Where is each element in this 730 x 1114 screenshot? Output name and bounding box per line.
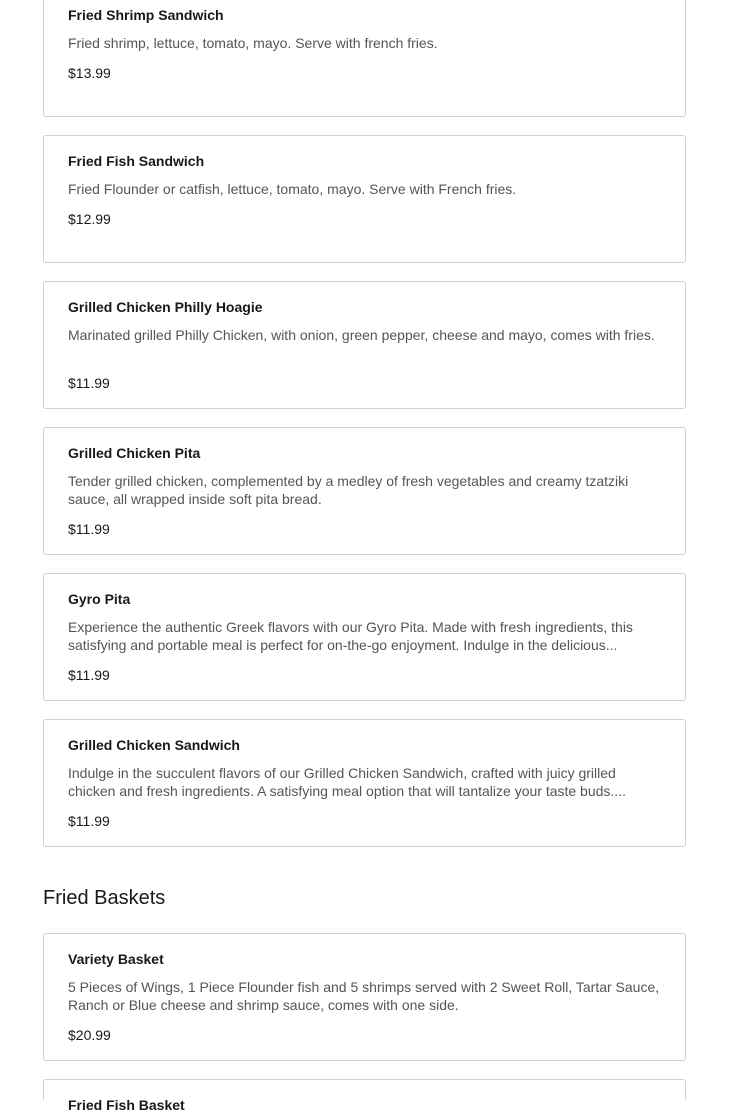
menu-item-card[interactable] <box>43 573 686 701</box>
menu-item-name: Grilled Chicken Pita <box>68 445 201 461</box>
menu-item-price: $20.99 <box>68 1027 111 1043</box>
menu-item-description: Indulge in the succulent flavors of our Grilled Chicken Sandwich, crafted with juicy grilled chicken and fresh ingredients. A satisfying meal option that will tantalize your taste buds.... <box>68 765 626 799</box>
menu-item-card[interactable] <box>43 281 686 409</box>
menu-item-card[interactable] <box>43 0 686 117</box>
menu-item-description: Fried shrimp, lettuce, tomato, mayo. Serve with french fries. <box>68 35 438 51</box>
menu-item-card[interactable] <box>43 933 686 1061</box>
menu-item-name: Grilled Chicken Philly Hoagie <box>68 299 263 315</box>
menu-item-name: Fried Fish Sandwich <box>68 153 205 169</box>
menu-item-description: 5 Pieces of Wings, 1 Piece Flounder fish and 5 shrimps served with 2 Sweet Roll, Tartar Sauce, Ranch or Blue cheese and shrimp sauce, comes with one side. <box>68 979 660 1013</box>
menu-item-card[interactable] <box>43 135 686 263</box>
menu-item-name: Gyro Pita <box>68 591 131 607</box>
menu-item-description: Marinated grilled Philly Chicken, with onion, green pepper, cheese and mayo, comes with fries. <box>68 327 655 343</box>
menu-item-card[interactable] <box>43 1079 686 1113</box>
menu-item-name: Fried Fish Basket <box>68 1097 185 1113</box>
menu-item-price: $11.99 <box>68 813 110 829</box>
menu-item-description: Tender grilled chicken, complemented by a medley of fresh vegetables and creamy tzatziki sauce, all wrapped inside soft pita bread. <box>68 473 629 507</box>
section-heading-fried-baskets: Fried Baskets <box>43 887 166 909</box>
menu-item-price: $11.99 <box>68 667 110 683</box>
menu-item-name: Fried Shrimp Sandwich <box>68 7 224 23</box>
menu-item-card[interactable] <box>43 427 686 555</box>
menu-item-price: $13.99 <box>68 65 111 81</box>
menu-item-price: $12.99 <box>68 211 111 227</box>
menu-item-price: $11.99 <box>68 521 110 537</box>
menu-item-description: Fried Flounder or catfish, lettuce, tomato, mayo. Serve with French fries. <box>68 181 517 197</box>
menu-item-price: $11.99 <box>68 375 110 391</box>
menu-item-name: Grilled Chicken Sandwich <box>68 737 240 753</box>
menu-item-name: Variety Basket <box>68 951 164 967</box>
menu-item-description: Experience the authentic Greek flavors with our Gyro Pita. Made with fresh ingredients, this satisfying and portable meal is perfect for on-the-go enjoyment. Indulge in the delicious... <box>68 619 633 653</box>
menu-item-card[interactable] <box>43 719 686 847</box>
